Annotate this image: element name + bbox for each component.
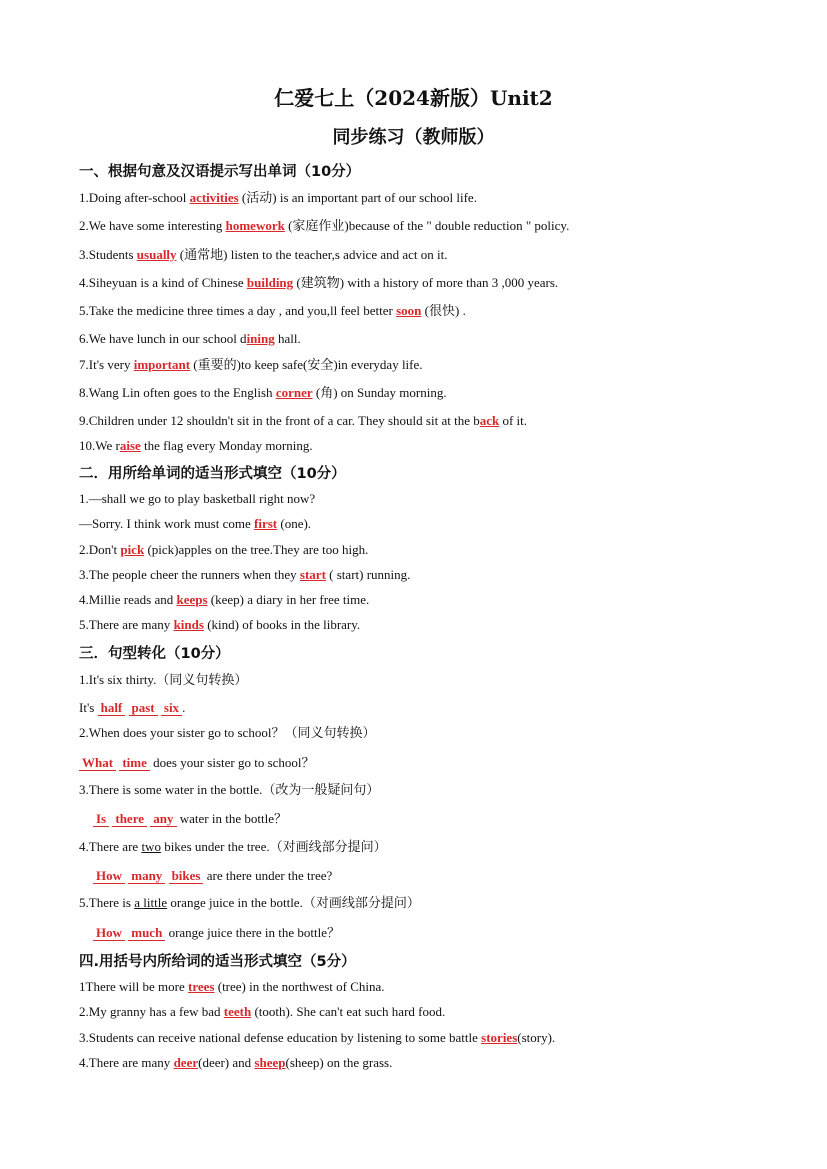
- question-line: 3.There is some water in the bottle.（改为一般疑问句）: [79, 782, 380, 797]
- question-text: 2.My granny has a few bad: [79, 1004, 224, 1019]
- question-line: [79, 385, 447, 401]
- question-text: (sheep) on the grass.: [285, 1055, 393, 1070]
- section-heading: 四.用括号内所给词的适当形式填空（5分）: [79, 954, 356, 970]
- answer-rest: are there under the tree?: [206, 868, 333, 883]
- question-text: 1.Doing after-school: [79, 190, 190, 205]
- answer-rest: does your sister go to school？: [153, 755, 315, 770]
- question-line: [79, 275, 558, 291]
- answer-word: ining: [246, 331, 275, 346]
- answer-rest: water in the bottle？: [179, 811, 287, 826]
- answer-word: keeps: [176, 592, 208, 607]
- question-text: (活动) is an important part of our school life.: [238, 190, 477, 205]
- answer-word: pick: [120, 542, 145, 557]
- answer-word: soon: [396, 303, 422, 318]
- answer-word: teeth: [223, 1004, 252, 1019]
- question-text: 4.Millie reads and: [79, 592, 177, 607]
- question-text: bikes under the tree.（对画线部分提问）: [160, 839, 387, 854]
- underlined-phrase: two: [141, 839, 161, 854]
- answer-word: important: [133, 357, 191, 372]
- question-line: [79, 542, 368, 558]
- question-text: (建筑物) with a history of more than 3 ,000 years.: [293, 275, 559, 290]
- answer-blank: much: [128, 926, 165, 941]
- question-text: 4.Siheyuan is a kind of Chinese: [79, 275, 247, 290]
- answer-line: [93, 811, 287, 827]
- answer-line: [93, 868, 332, 884]
- answer-blank: bikes: [169, 869, 204, 884]
- answer-word: kinds: [173, 617, 204, 632]
- question-line: [79, 839, 387, 855]
- question-text: 4.There are many: [79, 1055, 174, 1070]
- question-line: [79, 1030, 555, 1046]
- question-line: [79, 413, 527, 429]
- question-text: (pick)apples on the tree.They are too high.: [144, 542, 369, 557]
- question-text: (家庭作业)because of the " double reduction " policy.: [284, 218, 570, 233]
- answer-blank: time: [119, 756, 150, 771]
- question-line: 1.It's six thirty.（同义句转换）: [79, 672, 248, 687]
- answer-line: [79, 755, 315, 771]
- question-line: [79, 979, 385, 995]
- question-text: (deer) and: [198, 1055, 255, 1070]
- question-line: [79, 303, 466, 319]
- question-line: [79, 617, 360, 633]
- question-text: —Sorry. I think work must come: [79, 516, 254, 531]
- question-text: 2.We have some interesting: [79, 218, 226, 233]
- question-line: [79, 1055, 392, 1071]
- answer-blank: six: [161, 701, 182, 716]
- question-text: 5.There are many: [79, 617, 174, 632]
- question-line: [79, 895, 420, 911]
- answer-blank: How: [93, 926, 125, 941]
- question-text: (角) on Sunday morning.: [312, 385, 447, 400]
- answer-word: deer: [173, 1055, 199, 1070]
- question-text: 4.There are: [79, 839, 142, 854]
- section-heading: 二．用所给单词的适当形式填空（10分）: [79, 466, 346, 482]
- answer-blank: Is: [93, 812, 109, 827]
- answer-word: aise: [119, 438, 141, 453]
- question-text: (很快) .: [421, 303, 466, 318]
- question-line: [79, 218, 569, 234]
- page-title: 仁爱七上（2024新版）Unit2: [274, 86, 553, 110]
- answer-word: usually: [136, 247, 177, 262]
- page-subtitle: 同步练习（教师版）: [332, 127, 495, 148]
- question-text: 5.Take the medicine three times a day , and you,ll feel better: [79, 303, 397, 318]
- answer-word: corner: [275, 385, 313, 400]
- answer-line: It's half past six .: [79, 700, 186, 715]
- question-text: (one).: [277, 516, 312, 531]
- question-line: [79, 567, 410, 583]
- question-line: [79, 331, 301, 347]
- question-text: 10.We r: [79, 438, 120, 453]
- answer-word: activities: [189, 190, 239, 205]
- answer-prefix: It's: [79, 700, 95, 715]
- question-text: (kind) of books in the library.: [203, 617, 361, 632]
- question-text: 1.—shall we go to play basketball right now?: [79, 491, 316, 506]
- question-line: [79, 491, 315, 507]
- question-text: (tooth). She can't eat such hard food.: [251, 1004, 446, 1019]
- question-text: ( start) running.: [325, 567, 411, 582]
- answer-word: first: [254, 516, 278, 531]
- answer-blank: any: [150, 812, 176, 827]
- section-heading: 一、根据句意及汉语提示写出单词（10分）: [79, 164, 361, 180]
- question-line: [79, 357, 423, 373]
- answer-word: start: [299, 567, 326, 582]
- question-line: [79, 190, 477, 206]
- question-line: 2.When does your sister go to school？（同义句转换）: [79, 725, 376, 740]
- answer-blank: How: [93, 869, 125, 884]
- question-line: [79, 1004, 445, 1020]
- question-text: 3.Students can receive national defense education by listening to some battle: [79, 1030, 482, 1045]
- question-text: 1There will be more: [79, 979, 189, 994]
- question-line: [79, 438, 313, 454]
- question-text: (通常地) listen to the teacher,s advice and act on it.: [176, 247, 448, 262]
- answer-blank: there: [112, 812, 147, 827]
- answer-word: homework: [225, 218, 285, 233]
- question-text: 9.Children under 12 shouldn't sit in the front of a car. They should sit at the b: [79, 413, 480, 428]
- question-text: (story).: [517, 1030, 556, 1045]
- answer-line: [93, 925, 340, 941]
- question-text: 3.Students: [79, 247, 137, 262]
- answer-word: building: [246, 275, 294, 290]
- question-text: (tree) in the northwest of China.: [214, 979, 385, 994]
- answer-word: stories: [481, 1030, 518, 1045]
- question-text: 3.The people cheer the runners when they: [79, 567, 300, 582]
- question-text: the flag every Monday morning.: [140, 438, 313, 453]
- question-text: 7.It's very: [79, 357, 134, 372]
- answer-blank: What: [79, 756, 116, 771]
- answer-blank: many: [128, 869, 165, 884]
- question-line: [79, 516, 311, 532]
- answer-rest: orange juice there in the bottle？: [168, 925, 341, 940]
- question-text: orange juice in the bottle.（对画线部分提问）: [167, 895, 420, 910]
- section-heading: 三．句型转化（10分）: [79, 646, 230, 662]
- answer-blank: half: [98, 701, 126, 716]
- question-text: (重要的)to keep safe(安全)in everyday life.: [190, 357, 423, 372]
- answer-word: sheep: [254, 1055, 286, 1070]
- question-text: 6.We have lunch in our school d: [79, 331, 247, 346]
- answer-blank: past: [129, 701, 158, 716]
- question-text: 8.Wang Lin often goes to the English: [79, 385, 276, 400]
- underlined-phrase: a little: [134, 895, 168, 910]
- question-text: 2.Don't: [79, 542, 121, 557]
- question-text: 5.There is: [79, 895, 135, 910]
- question-line: [79, 592, 369, 608]
- answer-word: trees: [188, 979, 215, 994]
- question-text: of it.: [499, 413, 528, 428]
- question-text: (keep) a diary in her free time.: [207, 592, 370, 607]
- question-line: [79, 247, 448, 263]
- answer-word: ack: [479, 413, 500, 428]
- question-text: hall.: [274, 331, 301, 346]
